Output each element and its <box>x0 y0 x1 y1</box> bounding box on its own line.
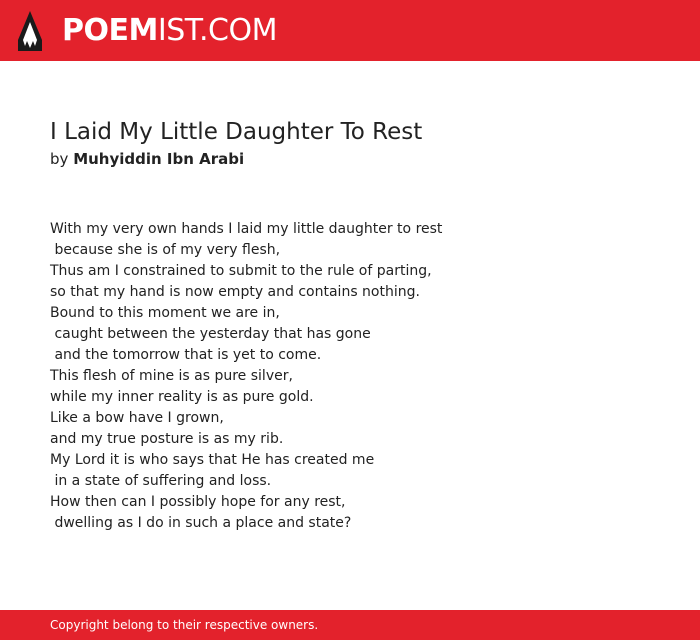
logo-text-bold: POEM <box>62 13 158 48</box>
poem-line: With my very own hands I laid my little daughter to rest <box>50 221 443 237</box>
site-footer <box>0 610 700 640</box>
poem-line: while my inner reality is as pure gold. <box>50 389 314 405</box>
poem-line: This flesh of mine is as pure silver, <box>50 368 293 384</box>
poem-title: I Laid My Little Daughter To Rest <box>50 119 423 145</box>
site-header <box>0 0 700 61</box>
poem-line: in a state of suffering and loss. <box>50 473 272 489</box>
poem-line: and the tomorrow that is yet to come. <box>50 347 322 363</box>
poem-line: Thus am I constrained to submit to the rule of parting, <box>50 263 432 279</box>
poem-line: Bound to this moment we are in, <box>50 305 280 321</box>
poem-body <box>50 219 442 534</box>
author-name: Muhyiddin Ibn Arabi <box>73 150 245 168</box>
byline-label: by <box>50 150 69 168</box>
copyright-notice: Copyright belong to their respective owners. <box>50 618 319 632</box>
poem-line: Like a bow have I grown, <box>50 410 224 426</box>
pen-nib-icon[interactable] <box>17 10 43 52</box>
poem-line: so that my hand is now empty and contains nothing. <box>50 284 420 300</box>
poem-line: because she is of my very flesh, <box>50 242 281 258</box>
poem-line: My Lord it is who says that He has created me <box>50 452 375 468</box>
logo-text-light: IST.COM <box>157 13 277 48</box>
poem-line: How then can I possibly hope for any rest, <box>50 494 346 510</box>
poem-line: caught between the yesterday that has gone <box>50 326 371 342</box>
site-logo[interactable] <box>62 13 277 49</box>
poem-byline <box>50 148 244 170</box>
poem-line: dwelling as I do in such a place and state? <box>50 515 352 531</box>
poem-line: and my true posture is as my rib. <box>50 431 284 447</box>
